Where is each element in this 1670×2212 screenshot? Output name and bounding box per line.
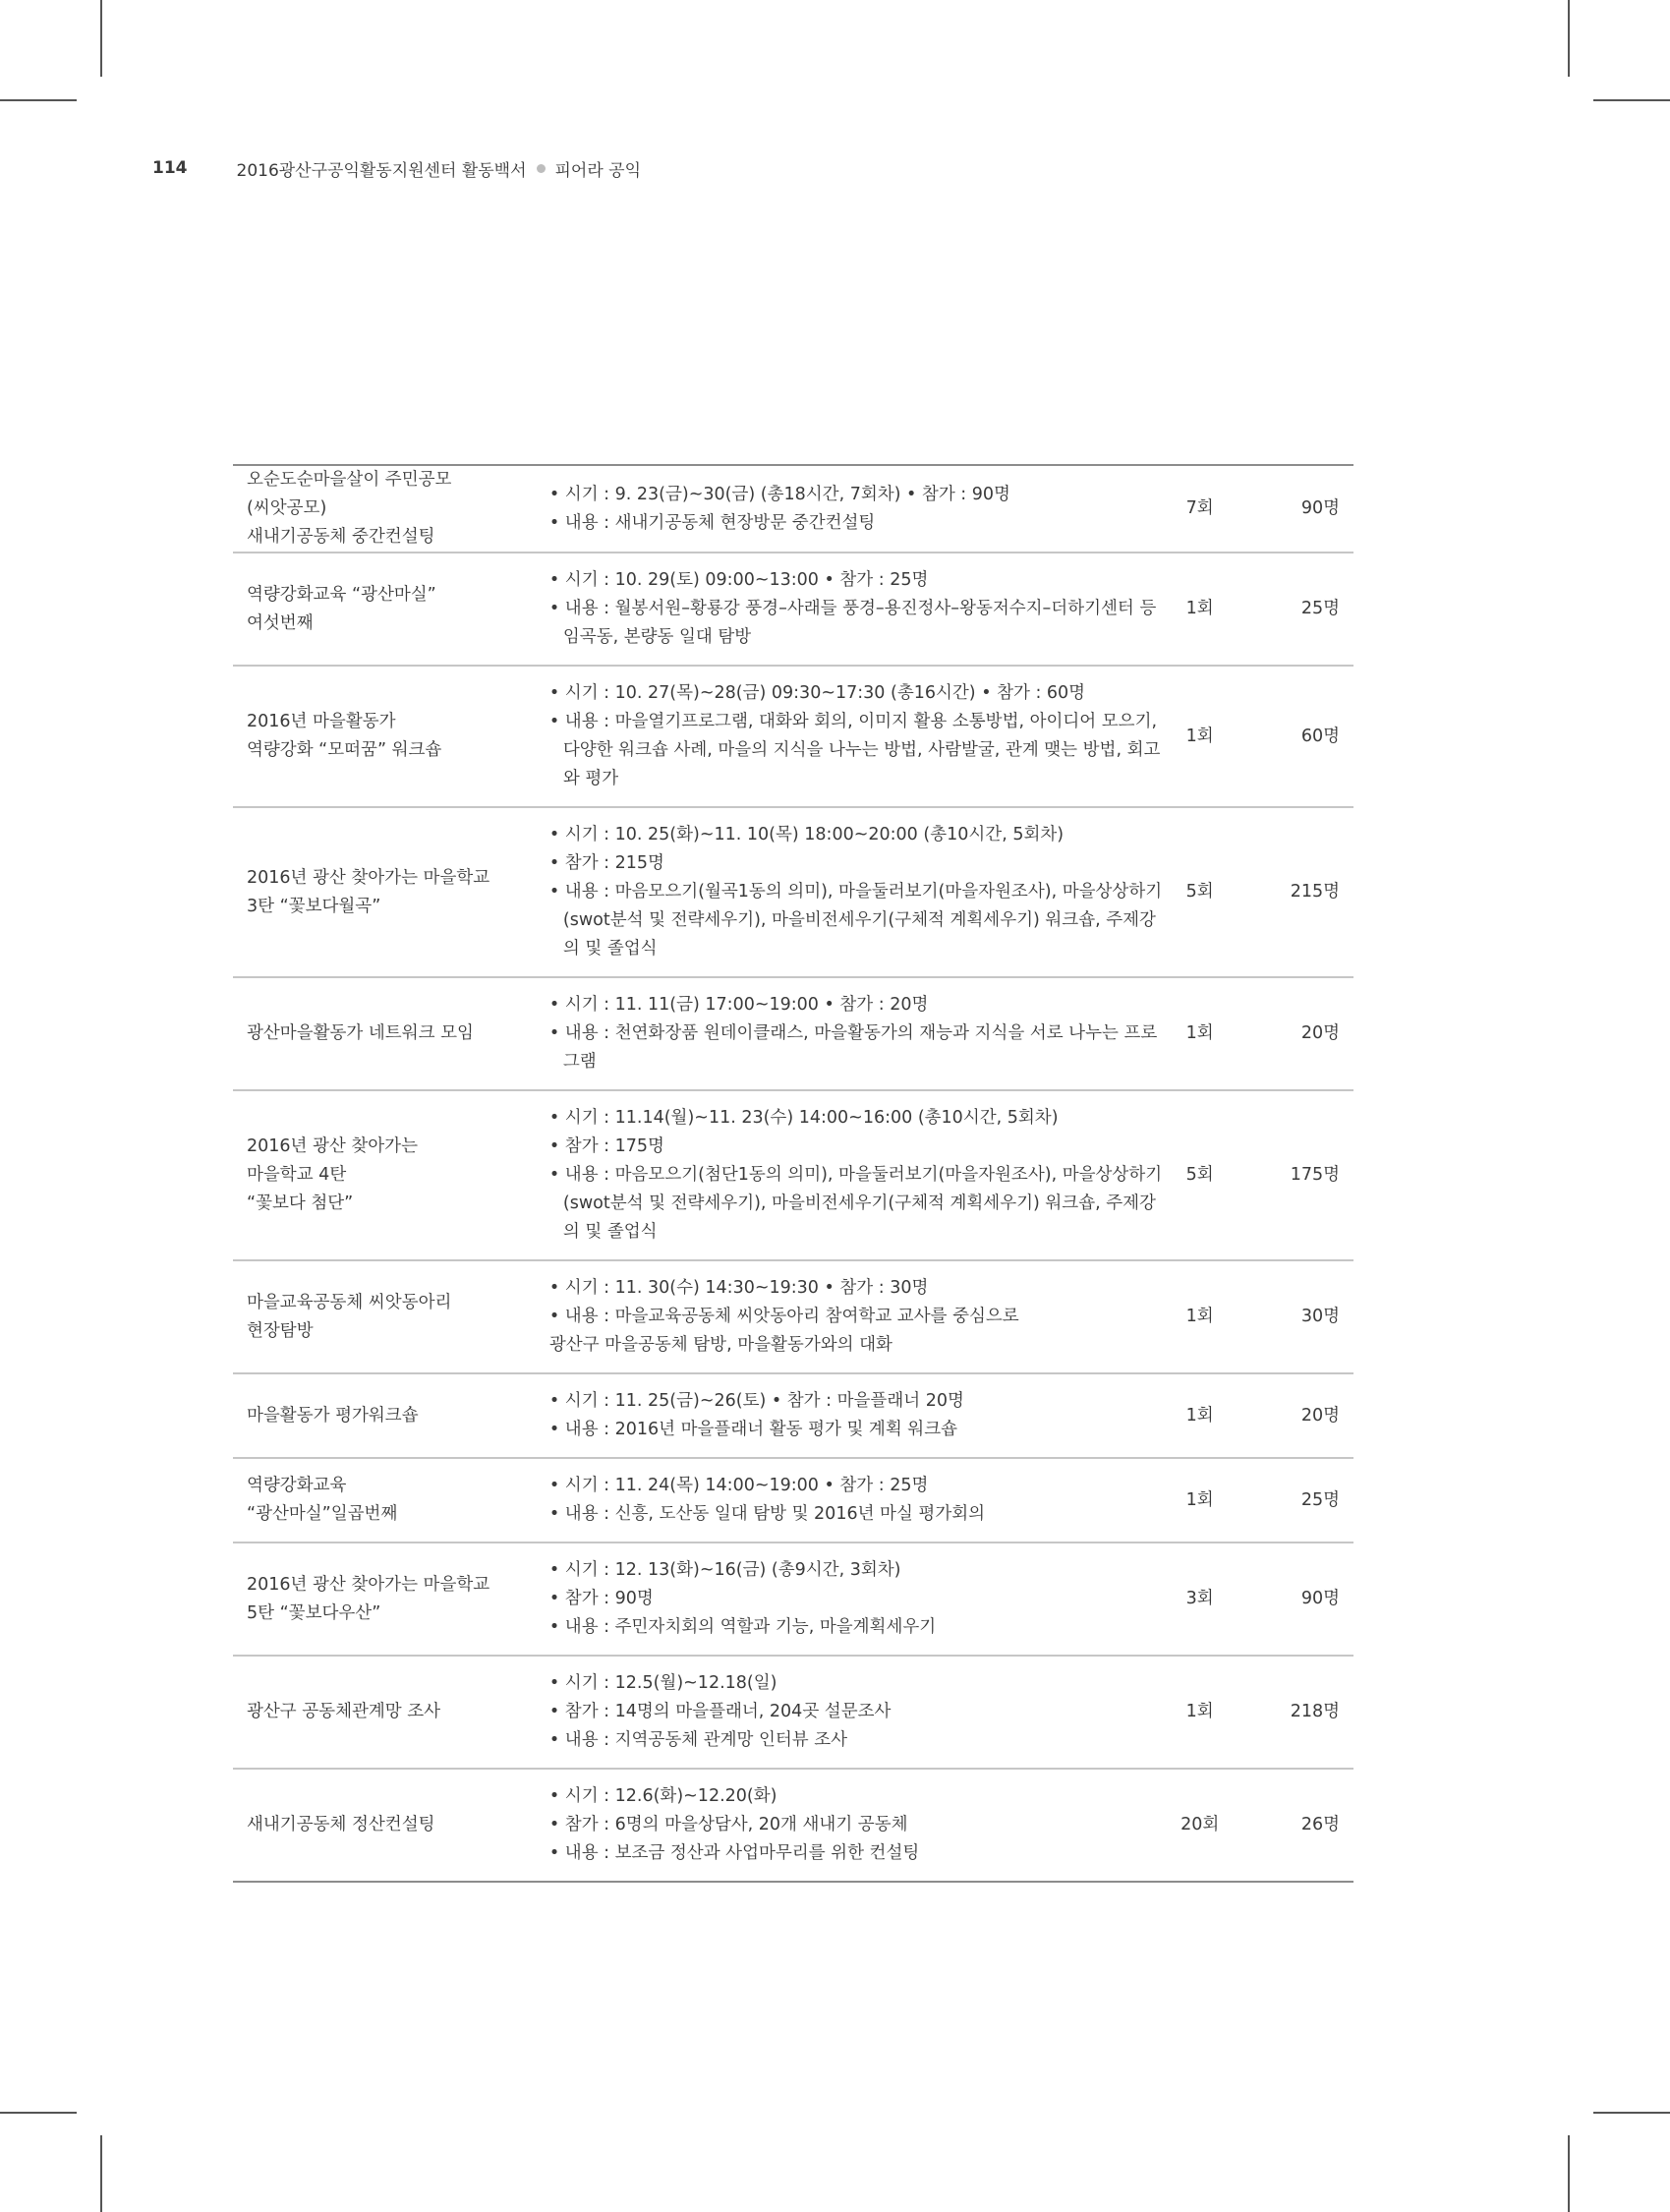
participant-count-cell: 25명	[1234, 553, 1353, 666]
page-number: 114	[152, 158, 188, 178]
book-title: 2016광산구공익활동지원센터 활동백서	[236, 160, 527, 181]
activity-detail-line: • 시기 : 12.6(화)~12.20(화)	[548, 1786, 777, 1806]
crop-mark	[100, 2135, 102, 2212]
activity-detail-line: • 시기 : 11. 24(목) 14:00~19:00 • 참가 : 25명	[548, 1476, 929, 1495]
activity-title-line: 광산마을활동가 네트워크 모임	[247, 1023, 474, 1043]
activity-title-cell	[233, 1260, 540, 1373]
activity-title-line: 3탄 “꽃보다월곡”	[247, 896, 381, 916]
activity-title-line: 마을활동가 평가워크숍	[247, 1405, 419, 1426]
activity-title-line: 2016년 광산 찾아가는	[247, 1136, 418, 1156]
participant-count-cell: 175명	[1234, 1090, 1353, 1260]
table-row	[233, 1458, 1353, 1543]
table-row	[233, 807, 1353, 977]
activity-title-line: “광산마실”일곱번째	[247, 1504, 398, 1524]
participant-count-cell: 20명	[1234, 977, 1353, 1090]
activity-detail-line: • 내용 : 월봉서원–황룡강 풍경–사래들 풍경–용진정사–왕동저수지–더하기센터 등 임곡동, 본량동 일대 탐방	[548, 599, 1157, 647]
crop-mark	[100, 0, 102, 77]
activity-detail-cell	[540, 465, 1166, 553]
activity-detail-cell	[540, 1373, 1166, 1458]
activity-detail-line: • 참가 : 90명	[548, 1589, 654, 1608]
activity-title-line: 새내기공동체 정산컨설팅	[247, 1815, 435, 1834]
activity-detail-line: • 내용 : 보조금 정산과 사업마무리를 위한 컨설팅	[548, 1843, 920, 1863]
session-count-cell: 3회	[1166, 1543, 1234, 1656]
table-row	[233, 1260, 1353, 1373]
activity-detail-line: • 내용 : 2016년 마을플래너 활동 평가 및 계획 워크숍	[548, 1420, 958, 1439]
crop-mark	[1568, 0, 1570, 77]
activity-title-line: 광산구 공동체관계망 조사	[247, 1702, 441, 1721]
activity-detail-line: • 시기 : 11. 11(금) 17:00~19:00 • 참가 : 20명	[548, 995, 929, 1015]
activity-detail-line: • 내용 : 새내기공동체 현장방문 중간컨설팅	[548, 512, 876, 533]
participant-count-cell: 90명	[1234, 1543, 1353, 1656]
table-row	[233, 553, 1353, 666]
activity-detail-line: • 시기 : 11. 30(수) 14:30~19:30 • 참가 : 30명	[548, 1278, 929, 1298]
activity-title-line: 2016년 광산 찾아가는 마을학교	[247, 1574, 490, 1595]
activity-title-cell	[233, 1543, 540, 1656]
activity-detail-cell	[540, 666, 1166, 807]
table-row	[233, 1373, 1353, 1458]
activity-detail-line: 광산구 마을공동체 탐방, 마을활동가와의 대화	[548, 1335, 893, 1355]
activity-detail-cell	[540, 977, 1166, 1090]
activity-detail-line: • 시기 : 12.5(월)~12.18(일)	[548, 1673, 777, 1693]
activity-title-cell	[233, 465, 540, 553]
session-count-cell: 5회	[1166, 807, 1234, 977]
activity-title-cell	[233, 553, 540, 666]
activity-title-line: 역량강화 “모떠꿈” 워크숍	[247, 740, 442, 760]
table-row	[233, 977, 1353, 1090]
participant-count-cell: 60명	[1234, 666, 1353, 807]
activity-title-cell	[233, 1458, 540, 1543]
table-row	[233, 465, 1353, 553]
table-row	[233, 1090, 1353, 1260]
session-count-cell: 20회	[1181, 1815, 1220, 1834]
activity-title-cell	[233, 1656, 540, 1769]
activity-detail-cell	[540, 1543, 1166, 1656]
activity-title-cell	[233, 977, 540, 1090]
participant-count-cell: 25명	[1234, 1458, 1353, 1543]
activity-detail-line: • 참가 : 6명의 마을상담사, 20개 새내기 공동체	[548, 1815, 908, 1834]
session-count-cell: 1회	[1166, 1260, 1234, 1373]
activity-title-line: (씨앗공모)	[247, 498, 327, 518]
activity-detail-line: • 시기 : 10. 29(토) 09:00~13:00 • 참가 : 25명	[548, 570, 929, 590]
crop-mark	[0, 99, 77, 101]
activity-detail-line: • 시기 : 12. 13(화)~16(금) (총9시간, 3회차)	[548, 1560, 901, 1580]
activity-title-line: 현장탐방	[247, 1320, 314, 1341]
session-count-cell: 1회	[1166, 1458, 1234, 1543]
activity-detail-line: • 내용 : 주민자치회의 역할과 기능, 마을계획세우기	[548, 1617, 937, 1637]
table-row	[233, 1543, 1353, 1656]
activity-detail-cell	[540, 1260, 1166, 1373]
activity-detail-line: • 내용 : 지역공동체 관계망 인터뷰 조사	[548, 1730, 848, 1750]
activity-detail-line: • 시기 : 11.14(월)~11. 23(수) 14:00~16:00 (총10시간, 5회차)	[548, 1108, 1059, 1128]
participant-count-cell: 90명	[1234, 465, 1353, 553]
activity-title-cell	[233, 666, 540, 807]
activity-title-cell	[233, 1090, 540, 1260]
activity-title-line: 마을학교 4탄	[247, 1165, 347, 1185]
activity-title-cell	[233, 1769, 540, 1882]
activity-title-line: 2016년 광산 찾아가는 마을학교	[247, 867, 490, 888]
activity-detail-line: • 참가 : 175명	[548, 1136, 664, 1156]
activity-detail-line: • 내용 : 마음모으기(첨단1동의 의미), 마을둘러보기(마을자원조사), 마을상상하기(swot분석 및 전략세우기), 마을비전세우기(구체적 계획세우기) 워크숍, 주제강의 및 졸업식	[548, 1165, 1163, 1242]
crop-mark	[1568, 2135, 1570, 2212]
bullet-dot-icon	[537, 164, 546, 173]
activity-detail-line: • 시기 : 10. 25(화)~11. 10(목) 18:00~20:00 (총10시간, 5회차)	[548, 825, 1065, 844]
activity-title-line: “꽃보다 첨단”	[247, 1193, 354, 1213]
activity-detail-line: • 시기 : 10. 27(목)~28(금) 09:30~17:30 (총16시간) • 참가 : 60명	[548, 683, 1086, 703]
activity-detail-cell	[540, 553, 1166, 666]
participant-count-cell: 20명	[1234, 1373, 1353, 1458]
activity-detail-line: • 내용 : 천연화장품 원데이클래스, 마을활동가의 재능과 지식을 서로 나누는 프로그램	[548, 1023, 1158, 1072]
running-header	[152, 155, 641, 181]
activity-title-line: 마을교육공동체 씨앗동아리	[247, 1292, 452, 1312]
activity-title-line: 2016년 마을활동가	[247, 712, 396, 731]
activity-detail-line: • 내용 : 마을교육공동체 씨앗동아리 참여학교 교사를 중심으로	[548, 1307, 1019, 1326]
activity-title-line: 새내기공동체 중간컨설팅	[247, 527, 435, 547]
activity-detail-cell	[540, 1769, 1166, 1882]
crop-mark	[1593, 99, 1670, 101]
table-row	[233, 666, 1353, 807]
activity-detail-line: • 참가 : 215명	[548, 853, 664, 873]
crop-mark	[1593, 2112, 1670, 2114]
session-count-cell: 1회	[1166, 1373, 1234, 1458]
activity-detail-line: • 참가 : 14명의 마을플래너, 204곳 설문조사	[548, 1702, 892, 1721]
activity-detail-cell	[540, 807, 1166, 977]
activity-detail-cell	[540, 1458, 1166, 1543]
activity-detail-line: • 시기 : 11. 25(금)~26(토) • 참가 : 마을플래너 20명	[548, 1391, 964, 1411]
activity-detail-line: • 내용 : 신흥, 도산동 일대 탐방 및 2016년 마실 평가회의	[548, 1504, 986, 1524]
table-body	[233, 465, 1353, 1882]
section-title: 피어라 공익	[554, 160, 642, 181]
activity-title-cell	[233, 807, 540, 977]
session-count-cell: 1회	[1166, 666, 1234, 807]
activity-detail-line: • 내용 : 마을열기프로그램, 대화와 회의, 이미지 활용 소통방법, 아이디어 모으기, 다양한 워크숍 사례, 마을의 지식을 나누는 방법, 사람발굴, 관계 맺는 방법, 회고와 평가	[548, 712, 1161, 788]
table-row	[233, 1656, 1353, 1769]
activity-title-line: 오순도순마을살이 주민공모	[247, 470, 452, 490]
activity-title-line: 여섯번째	[247, 612, 314, 633]
participant-count-cell: 218명	[1234, 1656, 1353, 1769]
participant-count-cell: 215명	[1234, 807, 1353, 977]
activity-title-cell	[233, 1373, 540, 1458]
activity-title-line: 5탄 “꽃보다우산”	[247, 1602, 381, 1623]
activity-title-line: 역량강화교육 “광산마실”	[247, 584, 436, 605]
session-count-cell: 7회	[1166, 465, 1234, 553]
session-count-cell: 1회	[1166, 977, 1234, 1090]
activity-detail-cell	[540, 1090, 1166, 1260]
activity-detail-cell	[540, 1656, 1166, 1769]
table-row	[233, 1769, 1353, 1882]
session-count-cell: 1회	[1166, 553, 1234, 666]
participant-count-cell: 30명	[1234, 1260, 1353, 1373]
session-count-cell: 5회	[1166, 1090, 1234, 1260]
activity-title-line: 역량강화교육	[247, 1476, 347, 1495]
activity-table	[233, 464, 1353, 1883]
activity-detail-line: • 내용 : 마음모으기(월곡1동의 의미), 마을둘러보기(마을자원조사), 마을상상하기(swot분석 및 전략세우기), 마을비전세우기(구체적 계획세우기) 워크숍, 주제강의 및 졸업식	[548, 882, 1163, 959]
activity-detail-line: • 시기 : 9. 23(금)~30(금) (총18시간, 7회차) • 참가 : 90명	[548, 484, 1010, 504]
crop-mark	[0, 2112, 77, 2114]
session-count-cell: 1회	[1166, 1656, 1234, 1769]
participant-count-cell: 26명	[1300, 1815, 1340, 1834]
